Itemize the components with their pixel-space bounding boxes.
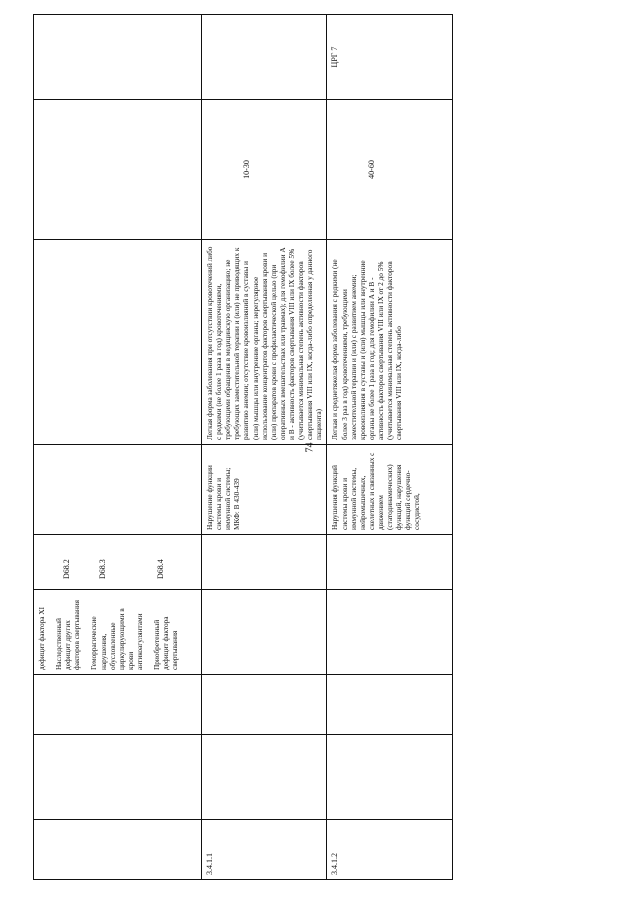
cell-blank-top xyxy=(34,735,202,820)
cell-blank xyxy=(202,535,327,590)
cell-blank xyxy=(202,735,327,820)
cell-blank xyxy=(327,735,453,820)
cell-criteria-top xyxy=(34,240,202,445)
row-sign xyxy=(202,15,327,100)
icd-code: D68.3 xyxy=(98,559,107,579)
cell-icd-codes xyxy=(34,535,202,590)
violation-text: Нарушения функций системы крови и иммунной системы, нейромышечных, скелетных и связанных с движением (статодинамических) функций, нарушения функций сердечно-сосудистой, xyxy=(327,445,453,535)
diagnosis-item xyxy=(37,594,46,670)
diagnosis-item xyxy=(89,594,144,670)
cell-blank xyxy=(202,590,327,675)
row-code: 3.4.1.2 xyxy=(327,820,453,880)
page-number: 74 xyxy=(304,442,316,453)
icd-code: D68.2 xyxy=(62,559,71,579)
cell-tail-top xyxy=(34,15,202,100)
diagnosis-name: Приобретенный дефицит фактора свертывания xyxy=(152,616,180,670)
disability-criteria-table xyxy=(33,14,453,880)
cell-diagnoses xyxy=(34,590,202,675)
cell-percent-top xyxy=(34,100,202,240)
diagnosis-name: Наследственный дефицит других факторов свертывания xyxy=(54,599,82,670)
cell-code-top xyxy=(34,820,202,880)
table-row xyxy=(202,15,327,880)
percent-range: 10-30 xyxy=(202,100,327,240)
icd-code: D68.4 xyxy=(156,559,165,579)
criteria-text: Легкая и среднетяжелая форма заболевания с редкими (не более 3 раз в год) кровотечениями, требующими заместительной терапии и (или) с развитием анемии; кровоизлияния в суставы и (или) мышцы или внутренние органы не более 1 раза в год; для гемофилии А и В - активность факторов свертывания VIII или IX от 2 до 5% (учитывается минимальная степень активности факторов свертывания VIII или IX, когда-либо xyxy=(327,240,453,445)
violation-text: Нарушение функции системы крови и иммунной системы; МКФ: B 430-439 xyxy=(202,445,327,535)
cell-blank xyxy=(327,590,453,675)
row-code: 3.4.1.1 xyxy=(202,820,327,880)
criteria-text: Легкая форма заболевания при отсутствии кровотечений либо с редкими (не более 1 раза в год) кровотечениями, требующими обращения в медицинскую организацию; не требующих заместительной терапии и (или) не приводящих к развитию анемии; отсутствие кровоизлияний в суставы и (или) мышцы или внутренние органы; нерегулярное использование концентратов факторов свертывания крови и (или) препаратов крови с профилактической целью (при оперативных вмешательствах или травмах); для гемофилии А и В - активность факторов свертывания VIII или IX более 5% (учитывается минимальная степень активности факторов свертывания VIII или IX, когда-либо определенная у данного пациента) xyxy=(202,240,327,445)
cell-blank xyxy=(327,675,453,735)
cell-violation-top xyxy=(34,445,202,535)
diagnosis-name: Геморрагические нарушения, обусловленные циркулирующими в крови антикоагулянтами xyxy=(89,608,144,670)
cell-blank xyxy=(202,675,327,735)
cell-pre-top xyxy=(34,675,202,735)
diagnosis-item xyxy=(54,594,81,670)
cell-blank xyxy=(327,535,453,590)
rotated-table-page xyxy=(33,15,435,880)
diagnosis-item xyxy=(152,594,179,670)
table-row xyxy=(327,15,453,880)
percent-range: 40-60 xyxy=(327,100,453,240)
diagnosis-name: дефицит фактора XI xyxy=(37,606,46,670)
table-row-continuation xyxy=(34,15,202,880)
row-sign: ЦРГ 7 xyxy=(327,15,453,100)
